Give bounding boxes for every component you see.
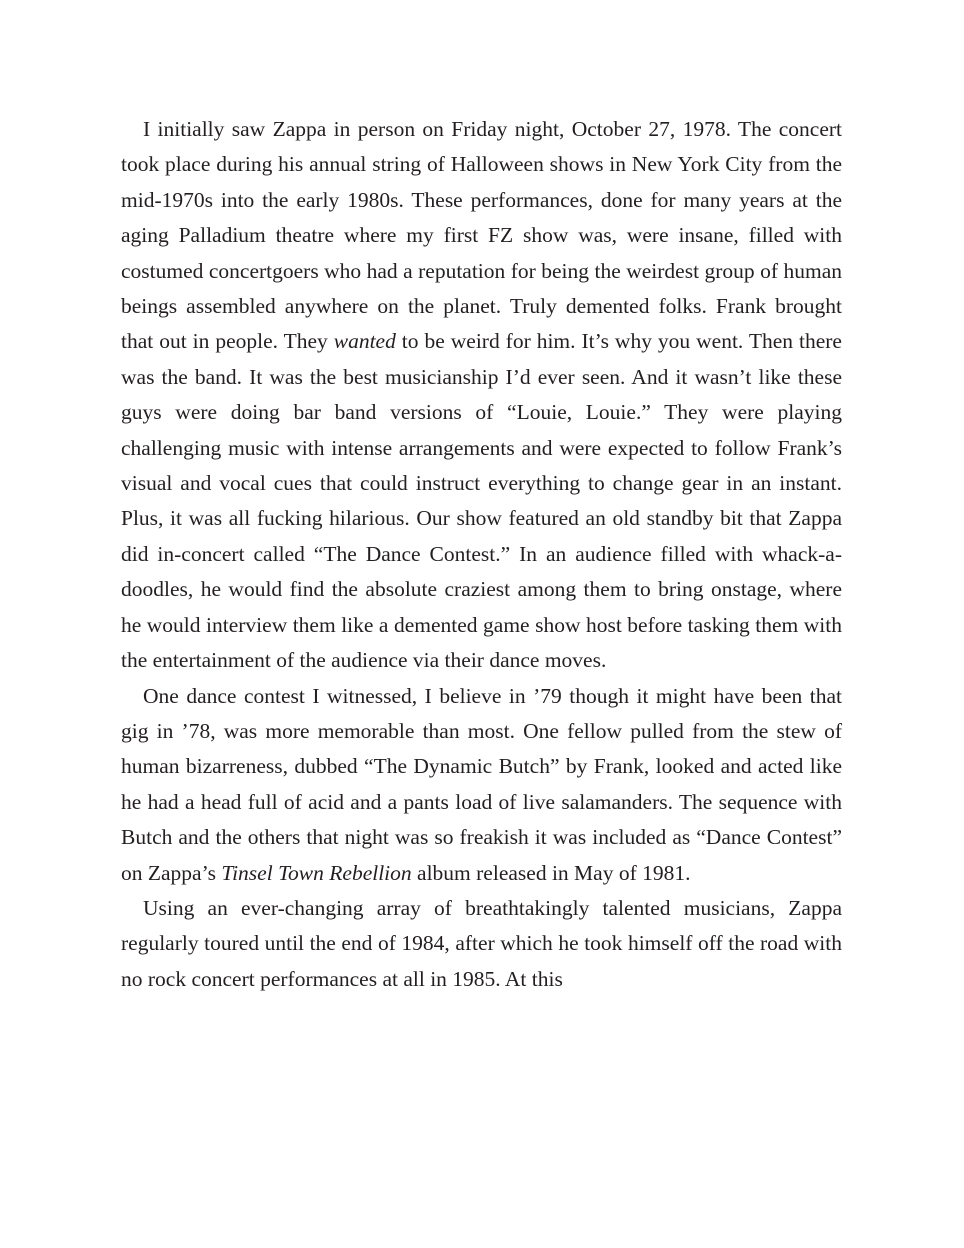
document-page: [121, 112, 842, 997]
text-segment: I initially saw Zappa in person on Friday night, October 27, 1978. The concert took place during his annual string of Halloween shows in New York City from the mid-1970s into the early 1980s. These performances, done for many years at the aging Palladium theatre where my first FZ show was, were insane, filled with costumed concertgoers who had a reputation for being the weirdest group of human beings assembled anywhere on the planet. Truly demented folks. Frank brought that out in people. They: [121, 117, 842, 354]
text-segment: album released in May of 1981.: [411, 860, 691, 885]
paragraph-2: [121, 679, 842, 891]
text-segment: Using an ever-changing array of breathtakingly talented musicians, Zappa regularly toured until the end of 1984, after which he took himself off the road with no rock concert performances at all in 1985. At this: [121, 895, 842, 991]
paragraph-1: [121, 112, 842, 679]
album-title-italic: Tinsel Town Rebellion: [221, 860, 412, 885]
text-segment: to be weird for him. It’s why you went. Then there was the band. It was the best musicianship I’d ever seen. And it wasn’t like these guys were doing bar band versions of “Louie, Louie.” They were playing challenging music with intense arrangements and were expected to follow Frank’s visual and vocal cues that could instruct everything to change gear in an instant. Plus, it was all fucking hilarious. Our show featured an old standby bit that Zappa did in-concert called “The Dance Contest.” In an audience filled with whack-a-doodles, he would find the absolute craziest among them to bring onstage, where he would interview them like a demented game show host before tasking them with the entertainment of the audience via their dance moves.: [121, 329, 842, 673]
italic-emphasis: wanted: [333, 329, 396, 354]
paragraph-3: [121, 891, 842, 997]
text-segment: One dance contest I witnessed, I believe in ’79 though it might have been that gig in ’78, was more memorable than most. One fellow pulled from the stew of human bizarreness, dubbed “The Dynamic Butch” by Frank, looked and acted like he had a head full of acid and a pants load of live salamanders. The sequence with Butch and the others that night was so freakish it was included as “Dance Contest” on Zappa’s: [121, 683, 842, 885]
